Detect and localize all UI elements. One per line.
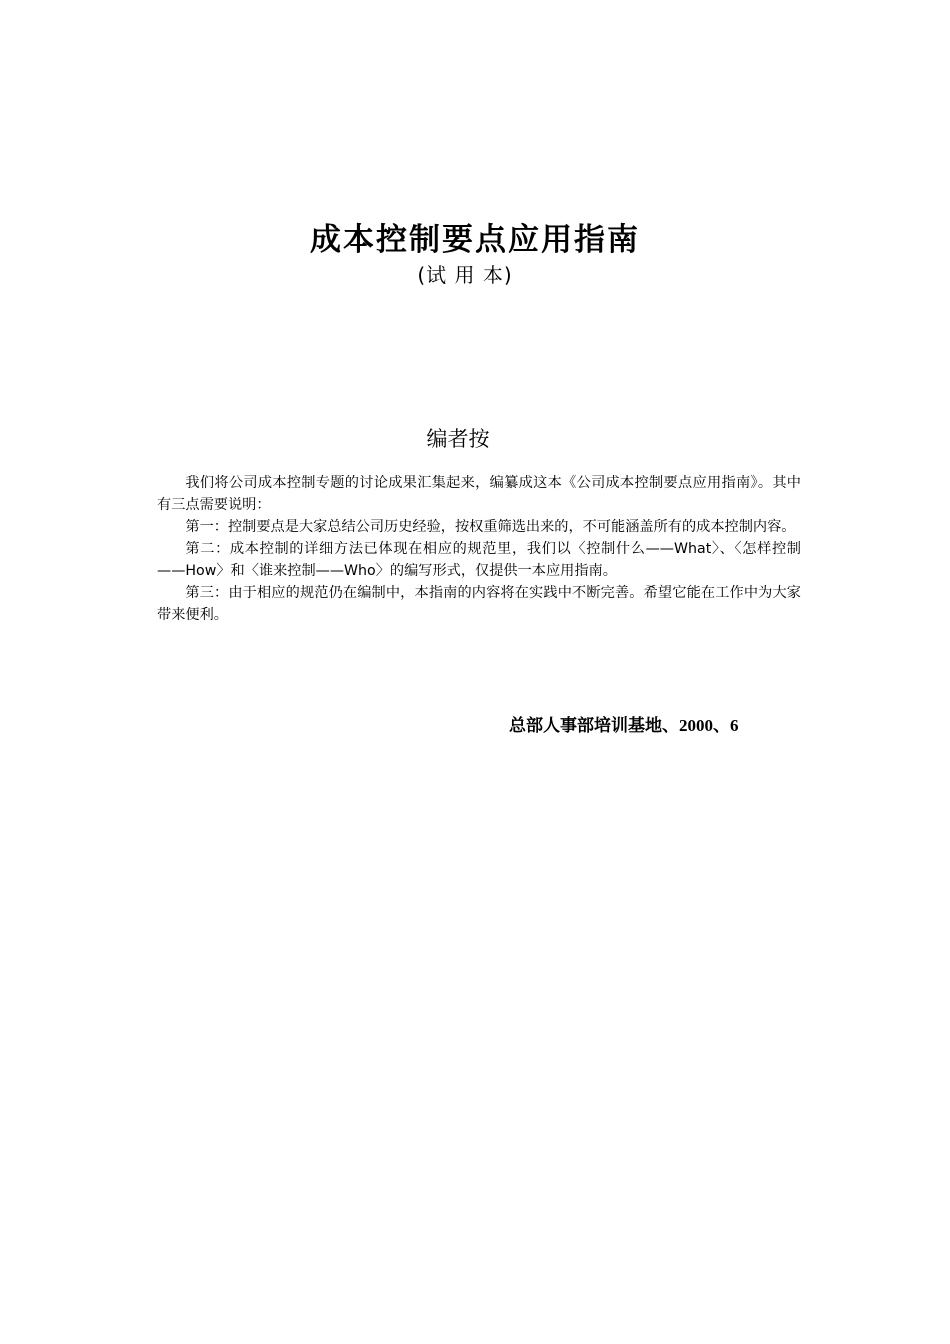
document-subtitle: (试 用 本) (417, 263, 513, 287)
point-two-paragraph: 第二：成本控制的详细方法已体现在相应的规范里，我们以〈控制什么——What〉、〈怎样控制——How〉和〈谁来控制——Who〉的编写形式，仅提供一本应用指南。 (157, 541, 801, 579)
editor-note-heading: 编者按 (426, 427, 490, 451)
point-three-paragraph: 第三：由于相应的规范仍在编制中，本指南的内容将在实践中不断完善。希望它能在工作中为大家带来便利。 (157, 585, 801, 623)
signature-line: 总部人事部培训基地、2000、6 (509, 716, 739, 735)
point-one-paragraph: 第一：控制要点是大家总结公司历史经验，按权重筛选出来的，不可能涵盖所有的成本控制内容。 (185, 519, 796, 535)
intro-paragraph: 我们将公司成本控制专题的讨论成果汇集起来，编纂成这本《公司成本控制要点应用指南》。其中有三点需要说明： (157, 475, 801, 513)
editor-note-body (157, 472, 801, 626)
document-title: 成本控制要点应用指南 (310, 222, 640, 258)
